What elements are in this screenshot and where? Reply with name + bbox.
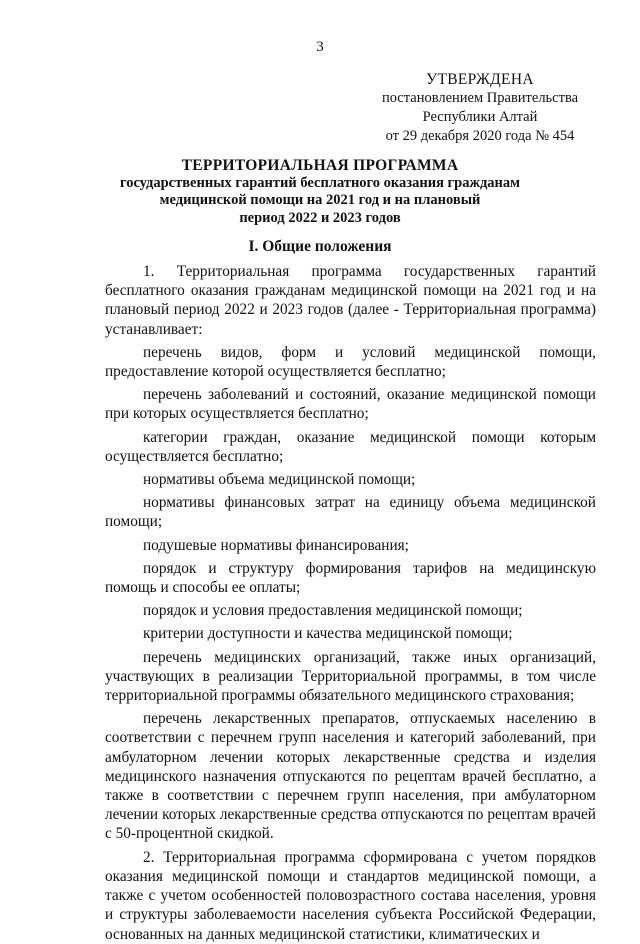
list-item: порядок и структуру формирования тарифов на медицинскую помощь и способы ее оплаты; — [105, 559, 596, 597]
paragraph: 2. Территориальная программа сформирована с учетом порядков оказания медицинской помощи и стандартов медицинской помощи, а также с учетом особенностей половозрастного состава населения, уровня и структуры заболеваемости населения субъекта Российской Федерации, основанных на данных медицинской статистики, климатических и — [105, 848, 596, 943]
list-item: нормативы финансовых затрат на единицу объема медицинской помощи; — [105, 494, 596, 531]
list-item: категории граждан, оказание медицинской помощи которым осуществляется бесплатно; — [105, 428, 596, 465]
title-subtitle-line: период 2022 и 2023 годов — [239, 209, 401, 226]
title-subtitle-line: медицинской помощи на 2021 год и на плановый — [159, 192, 481, 208]
title-main: ТЕРРИТОРИАЛЬНАЯ ПРОГРАММА — [181, 157, 459, 174]
approval-block — [360, 70, 600, 146]
list-item: перечень лекарственных препаратов, отпускаемых населению в соответствии с перечнем групп населения и категорий заболеваний, при амбулаторном лечении которых лекарственные средства и изделия медицинского назначения отпускаются по рецептам врачей бесплатно, а также в соответствии с перечнем групп населения, при амбулаторном лечении которых лекарственные средства отпускаются по рецептам врачей с 50-процентной скидкой. — [105, 710, 596, 843]
title-subtitle-line: государственных гарантий бесплатного оказания гражданам — [119, 174, 521, 191]
approval-line: от 29 декабря 2020 года № 454 — [385, 128, 575, 144]
paragraph: 1. Территориальная программа государственных гарантий бесплатного оказания гражданам медицинской помощи на 2021 год и на плановый период 2022 и 2023 годов (далее - Территориальная программа) устанавливает: — [105, 263, 596, 338]
list-item: нормативы объема медицинской помощи; — [143, 471, 416, 489]
list-item: перечень медицинских организаций, также иных организаций, участвующих в реализации Территориальной программы, в том числе территориальной программы обязательного медицинского страхования; — [105, 648, 596, 705]
page-number: 3 — [316, 39, 324, 55]
list-item: подушевые нормативы финансирования; — [143, 536, 409, 554]
list-item: порядок и условия предоставления медицинской помощи; — [143, 602, 523, 620]
approval-line: постановлением Правительства — [381, 90, 579, 106]
section-heading: I. Общие положения — [248, 238, 392, 255]
document-body — [105, 262, 596, 944]
list-item: перечень видов, форм и условий медицинской помощи, предоставление которой осуществляется бесплатно; — [105, 343, 596, 381]
approval-heading: УТВЕРЖДЕНА — [426, 71, 534, 88]
list-item: критерии доступности и качества медицинской помощи; — [143, 625, 513, 643]
approval-line: Республики Алтай — [422, 109, 538, 125]
document-title — [110, 157, 530, 227]
list-item: перечень заболеваний и состояний, оказание медицинской помощи при которых осуществляется бесплатно; — [105, 386, 596, 423]
